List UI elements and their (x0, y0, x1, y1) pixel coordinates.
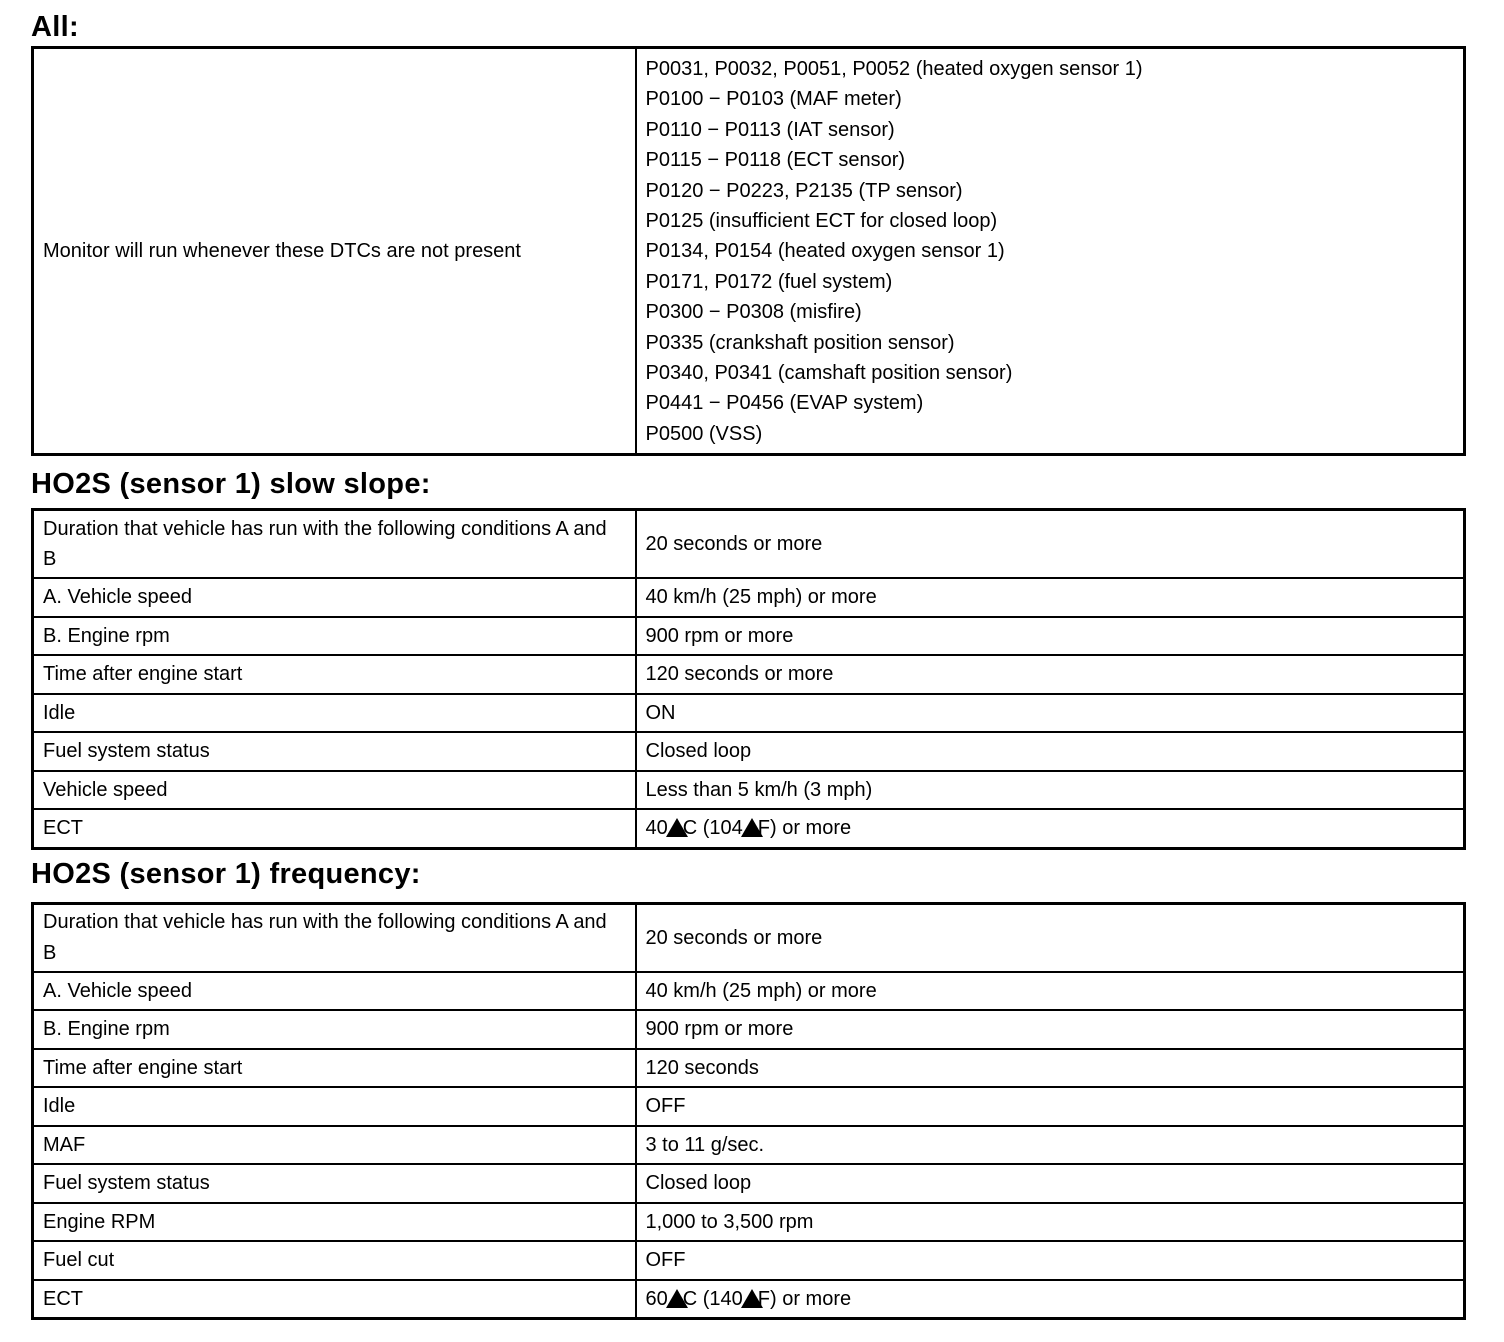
condition-label: A. Vehicle speed (33, 578, 636, 617)
condition-label: Idle (33, 1087, 636, 1126)
condition-value: 120 seconds (636, 1049, 1465, 1088)
dtc-item: P0300 − P0308 (misfire) (645, 301, 862, 324)
condition-label: Duration that vehicle has run with the following conditions A and B (33, 510, 636, 579)
dtc-item: P0120 − P0223, P2135 (TP sensor) (645, 179, 963, 202)
section-title-frequency: HO2S (sensor 1) frequency: (31, 857, 421, 890)
frequency-table (31, 902, 1466, 1321)
table-row (33, 1049, 1465, 1088)
condition-value: Less than 5 km/h (3 mph) (636, 771, 1465, 810)
dtc-item: P0340, P0341 (camshaft position sensor) (645, 362, 1013, 385)
dtc-item: P0110 − P0113 (IAT sensor) (645, 118, 895, 141)
slow-slope-table (31, 508, 1466, 850)
dtc-conditions-table (31, 46, 1466, 456)
value-part: C (104 (682, 817, 743, 840)
dtc-item: P0031, P0032, P0051, P0052 (heated oxygen sensor 1) (645, 58, 1143, 80)
table-row (33, 809, 1465, 848)
table-row (33, 655, 1465, 694)
dtc-item: P0134, P0154 (heated oxygen sensor 1) (645, 240, 1005, 263)
value-part: 40 (645, 817, 668, 840)
table-row (33, 903, 1465, 972)
table-row (33, 510, 1465, 579)
table-row (33, 1010, 1465, 1049)
filled-triangle-icon (666, 818, 688, 837)
table-row (33, 1241, 1465, 1280)
dtc-item: P0335 (crankshaft position sensor) (645, 331, 955, 354)
document-page (31, 0, 1463, 1320)
condition-label: Time after engine start (33, 655, 636, 694)
condition-label: Idle (33, 694, 636, 733)
dtc-list-cell (636, 48, 1465, 455)
table-row (33, 972, 1465, 1011)
table-row (33, 617, 1465, 656)
table-row (33, 732, 1465, 771)
table-row (33, 1280, 1465, 1319)
condition-value: OFF (636, 1241, 1465, 1280)
condition-value: ON (636, 694, 1465, 733)
condition-label: B. Engine rpm (33, 617, 636, 656)
value-part: C (140 (682, 1287, 743, 1310)
dtc-item: P0171, P0172 (fuel system) (645, 270, 893, 293)
dtc-item: P0100 − P0103 (MAF meter) (645, 88, 902, 111)
condition-value (636, 1280, 1465, 1319)
condition-label: Time after engine start (33, 1049, 636, 1088)
condition-label: A. Vehicle speed (33, 972, 636, 1011)
condition-value: 40 km/h (25 mph) or more (636, 578, 1465, 617)
condition-label: Fuel system status (33, 732, 636, 771)
table-row (33, 578, 1465, 617)
condition-value: Closed loop (636, 732, 1465, 771)
condition-value: Closed loop (636, 1164, 1465, 1203)
condition-label: MAF (33, 1126, 636, 1165)
condition-label: Engine RPM (33, 1203, 636, 1242)
table-row (33, 694, 1465, 733)
dtc-item: P0441 − P0456 (EVAP system) (645, 392, 924, 415)
condition-value: 40 km/h (25 mph) or more (636, 972, 1465, 1011)
dtc-item: P0500 (VSS) (645, 422, 763, 445)
filled-triangle-icon (741, 1289, 763, 1308)
condition-value: 900 rpm or more (636, 1010, 1465, 1049)
section-title-slow-slope: HO2S (sensor 1) slow slope: (31, 468, 431, 501)
condition-value: OFF (636, 1087, 1465, 1126)
table-row (33, 1087, 1465, 1126)
table-row (33, 1203, 1465, 1242)
condition-value: 1,000 to 3,500 rpm (636, 1203, 1465, 1242)
condition-label: Fuel system status (33, 1164, 636, 1203)
condition-label: ECT (33, 1280, 636, 1319)
value-part: F) or more (757, 1287, 852, 1310)
value-part: 60 (645, 1287, 668, 1310)
condition-label: Fuel cut (33, 1241, 636, 1280)
condition-value: 120 seconds or more (636, 655, 1465, 694)
condition-label: ECT (33, 809, 636, 848)
section-title-all: All: (31, 11, 79, 43)
filled-triangle-icon (666, 1289, 688, 1308)
table-row (33, 771, 1465, 810)
condition-value (636, 809, 1465, 848)
table-row (33, 48, 1465, 455)
value-part: F) or more (757, 817, 852, 840)
condition-value: 20 seconds or more (636, 510, 1465, 579)
table-row (33, 1126, 1465, 1165)
condition-label: B. Engine rpm (33, 1010, 636, 1049)
condition-label: Duration that vehicle has run with the following conditions A and B (33, 903, 636, 972)
condition-value: 900 rpm or more (636, 617, 1465, 656)
filled-triangle-icon (741, 818, 763, 837)
condition-label: Vehicle speed (33, 771, 636, 810)
condition-label: Monitor will run whenever these DTCs are not present (33, 48, 636, 455)
table-row (33, 1164, 1465, 1203)
condition-value: 3 to 11 g/sec. (636, 1126, 1465, 1165)
dtc-item: P0125 (insufficient ECT for closed loop) (645, 210, 998, 233)
condition-value: 20 seconds or more (636, 903, 1465, 972)
dtc-item: P0115 − P0118 (ECT sensor) (645, 149, 906, 172)
